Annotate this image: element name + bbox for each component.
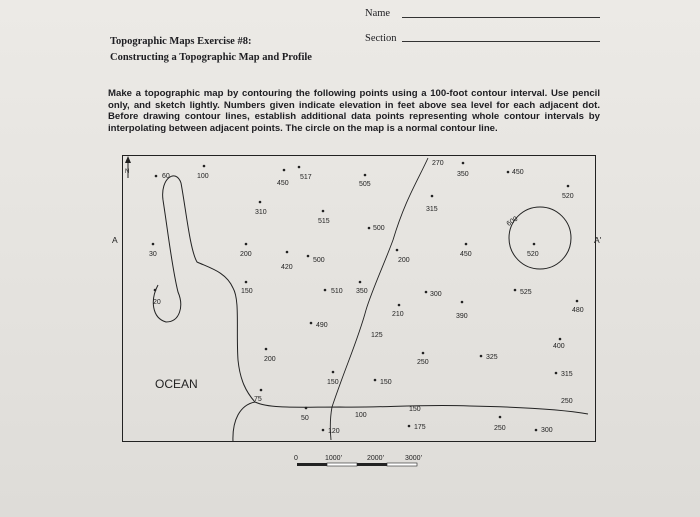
ocean-label: OCEAN	[155, 377, 198, 391]
elevation-dot	[245, 281, 248, 284]
elevation-label: 200	[264, 356, 276, 363]
elevation-label: 350	[356, 288, 368, 295]
coastline-lower-path	[233, 402, 255, 442]
elevation-dot	[364, 174, 367, 177]
elevation-label: 450	[277, 180, 289, 187]
elevation-label: 390	[456, 313, 468, 320]
elevation-label: 250	[561, 398, 573, 405]
exercise-title: Topographic Maps Exercise #8:	[110, 36, 252, 47]
elevation-label: 270	[432, 160, 444, 167]
elevation-label: 505	[359, 181, 371, 188]
elevation-label: 520	[527, 251, 539, 258]
elevation-dot	[368, 227, 371, 230]
elevation-label: 420	[281, 264, 293, 271]
elevation-dot	[555, 372, 558, 375]
elevation-dot	[507, 171, 510, 174]
elevation-label: 450	[512, 169, 524, 176]
elevation-dot	[567, 185, 570, 188]
scale-label: 0	[294, 455, 298, 462]
elevation-dot	[396, 249, 399, 252]
elevation-label: 400	[553, 343, 565, 350]
scale-label: 1000'	[325, 455, 342, 462]
elevation-dot	[514, 289, 517, 292]
elevation-dot	[152, 243, 155, 246]
elevation-dot	[408, 425, 411, 428]
elevation-label: 50	[301, 415, 309, 422]
elevation-label: 600	[505, 215, 520, 228]
profile-point-a: A	[112, 235, 118, 245]
svg-text:N: N	[125, 169, 130, 175]
scale-label: 3000'	[405, 455, 422, 462]
elevation-dot	[155, 175, 158, 178]
elevation-label: 490	[316, 322, 328, 329]
elevation-label: 350	[457, 171, 469, 178]
elevation-dot	[425, 291, 428, 294]
elevation-dot	[322, 210, 325, 213]
elevation-dot	[203, 165, 206, 168]
elevation-dot	[431, 195, 434, 198]
elevation-dot	[298, 166, 301, 169]
elevation-label: 500	[313, 257, 325, 264]
elevation-dot	[398, 304, 401, 307]
elevation-label: 250	[494, 425, 506, 432]
elevation-label: 325	[486, 354, 498, 361]
elevation-label: 517	[300, 174, 312, 181]
elevation-label: 200	[398, 257, 410, 264]
elevation-label: 310	[255, 209, 267, 216]
elevation-label: 300	[430, 291, 442, 298]
elevation-label: 30	[149, 251, 157, 258]
scale-bar	[294, 455, 422, 466]
elevation-label: 150	[327, 379, 339, 386]
elevation-dot	[465, 243, 468, 246]
elevation-points	[149, 160, 584, 435]
elevation-dot	[480, 355, 483, 358]
elevation-dot	[461, 301, 464, 304]
elevation-dot	[286, 251, 289, 254]
elevation-label: 515	[318, 218, 330, 225]
normal-contour-circle	[509, 207, 571, 269]
elevation-dot	[374, 379, 377, 382]
elevation-dot	[359, 281, 362, 284]
instructions-text: Make a topographic map by contouring the following points using a 100-foot contour interval. Use pencil only, and sketch lightly. Numbers given indicate elevation in feet above sea level for each adjacent dot. Before drawing contour lines, establish additional data points representing whole contour intervals by interpolating between adjacent points. The circle on the map is a normal contour line.	[108, 88, 600, 134]
elevation-dot	[283, 169, 286, 172]
elevation-label: 500	[373, 225, 385, 232]
elevation-label: 315	[426, 206, 438, 213]
elevation-dot	[265, 348, 268, 351]
elevation-label: 75	[254, 396, 262, 403]
elevation-dot	[499, 416, 502, 419]
elevation-label: 200	[240, 251, 252, 258]
elevation-label: 100	[197, 173, 209, 180]
elevation-label: 120	[328, 428, 340, 435]
fault-line-lower	[330, 310, 366, 440]
elevation-dot	[322, 429, 325, 432]
elevation-dot	[245, 243, 248, 246]
elevation-label: 150	[409, 406, 421, 413]
scale-label: 2000'	[367, 455, 384, 462]
elevation-label: 300	[541, 427, 553, 434]
elevation-label: 60	[162, 173, 170, 180]
elevation-label: 480	[572, 307, 584, 314]
fault-line-upper	[366, 158, 428, 310]
elevation-dot	[310, 322, 313, 325]
elevation-label: 450	[460, 251, 472, 258]
elevation-label: 20	[153, 299, 161, 306]
elevation-label: 175	[414, 424, 426, 431]
elevation-label: 210	[392, 311, 404, 318]
elevation-dot	[324, 289, 327, 292]
elevation-dot	[462, 162, 465, 165]
elevation-label: 315	[561, 371, 573, 378]
elevation-label: 100	[355, 412, 367, 419]
exercise-subtitle: Constructing a Topographic Map and Profile	[110, 52, 312, 63]
elevation-label: 510	[331, 288, 343, 295]
elevation-label: 520	[562, 193, 574, 200]
north-arrow-icon	[125, 156, 131, 178]
elevation-label: 525	[520, 289, 532, 296]
elevation-dot	[260, 389, 263, 392]
elevation-dot	[422, 352, 425, 355]
elevation-dot	[259, 201, 262, 204]
elevation-dot	[559, 338, 562, 341]
profile-point-a-prime: A'	[594, 235, 602, 245]
elevation-dot	[307, 255, 310, 258]
section-label: Section	[365, 33, 397, 44]
elevation-dot	[332, 371, 335, 374]
elevation-label: 150	[241, 288, 253, 295]
elevation-dot	[154, 289, 157, 292]
elevation-dot	[576, 300, 579, 303]
name-label: Name	[365, 8, 391, 19]
elevation-dot	[533, 243, 536, 246]
elevation-label: 250	[417, 359, 429, 366]
elevation-label: 125	[371, 332, 383, 339]
elevation-dot	[305, 407, 308, 410]
elevation-label: 150	[380, 379, 392, 386]
elevation-dot	[535, 429, 538, 432]
